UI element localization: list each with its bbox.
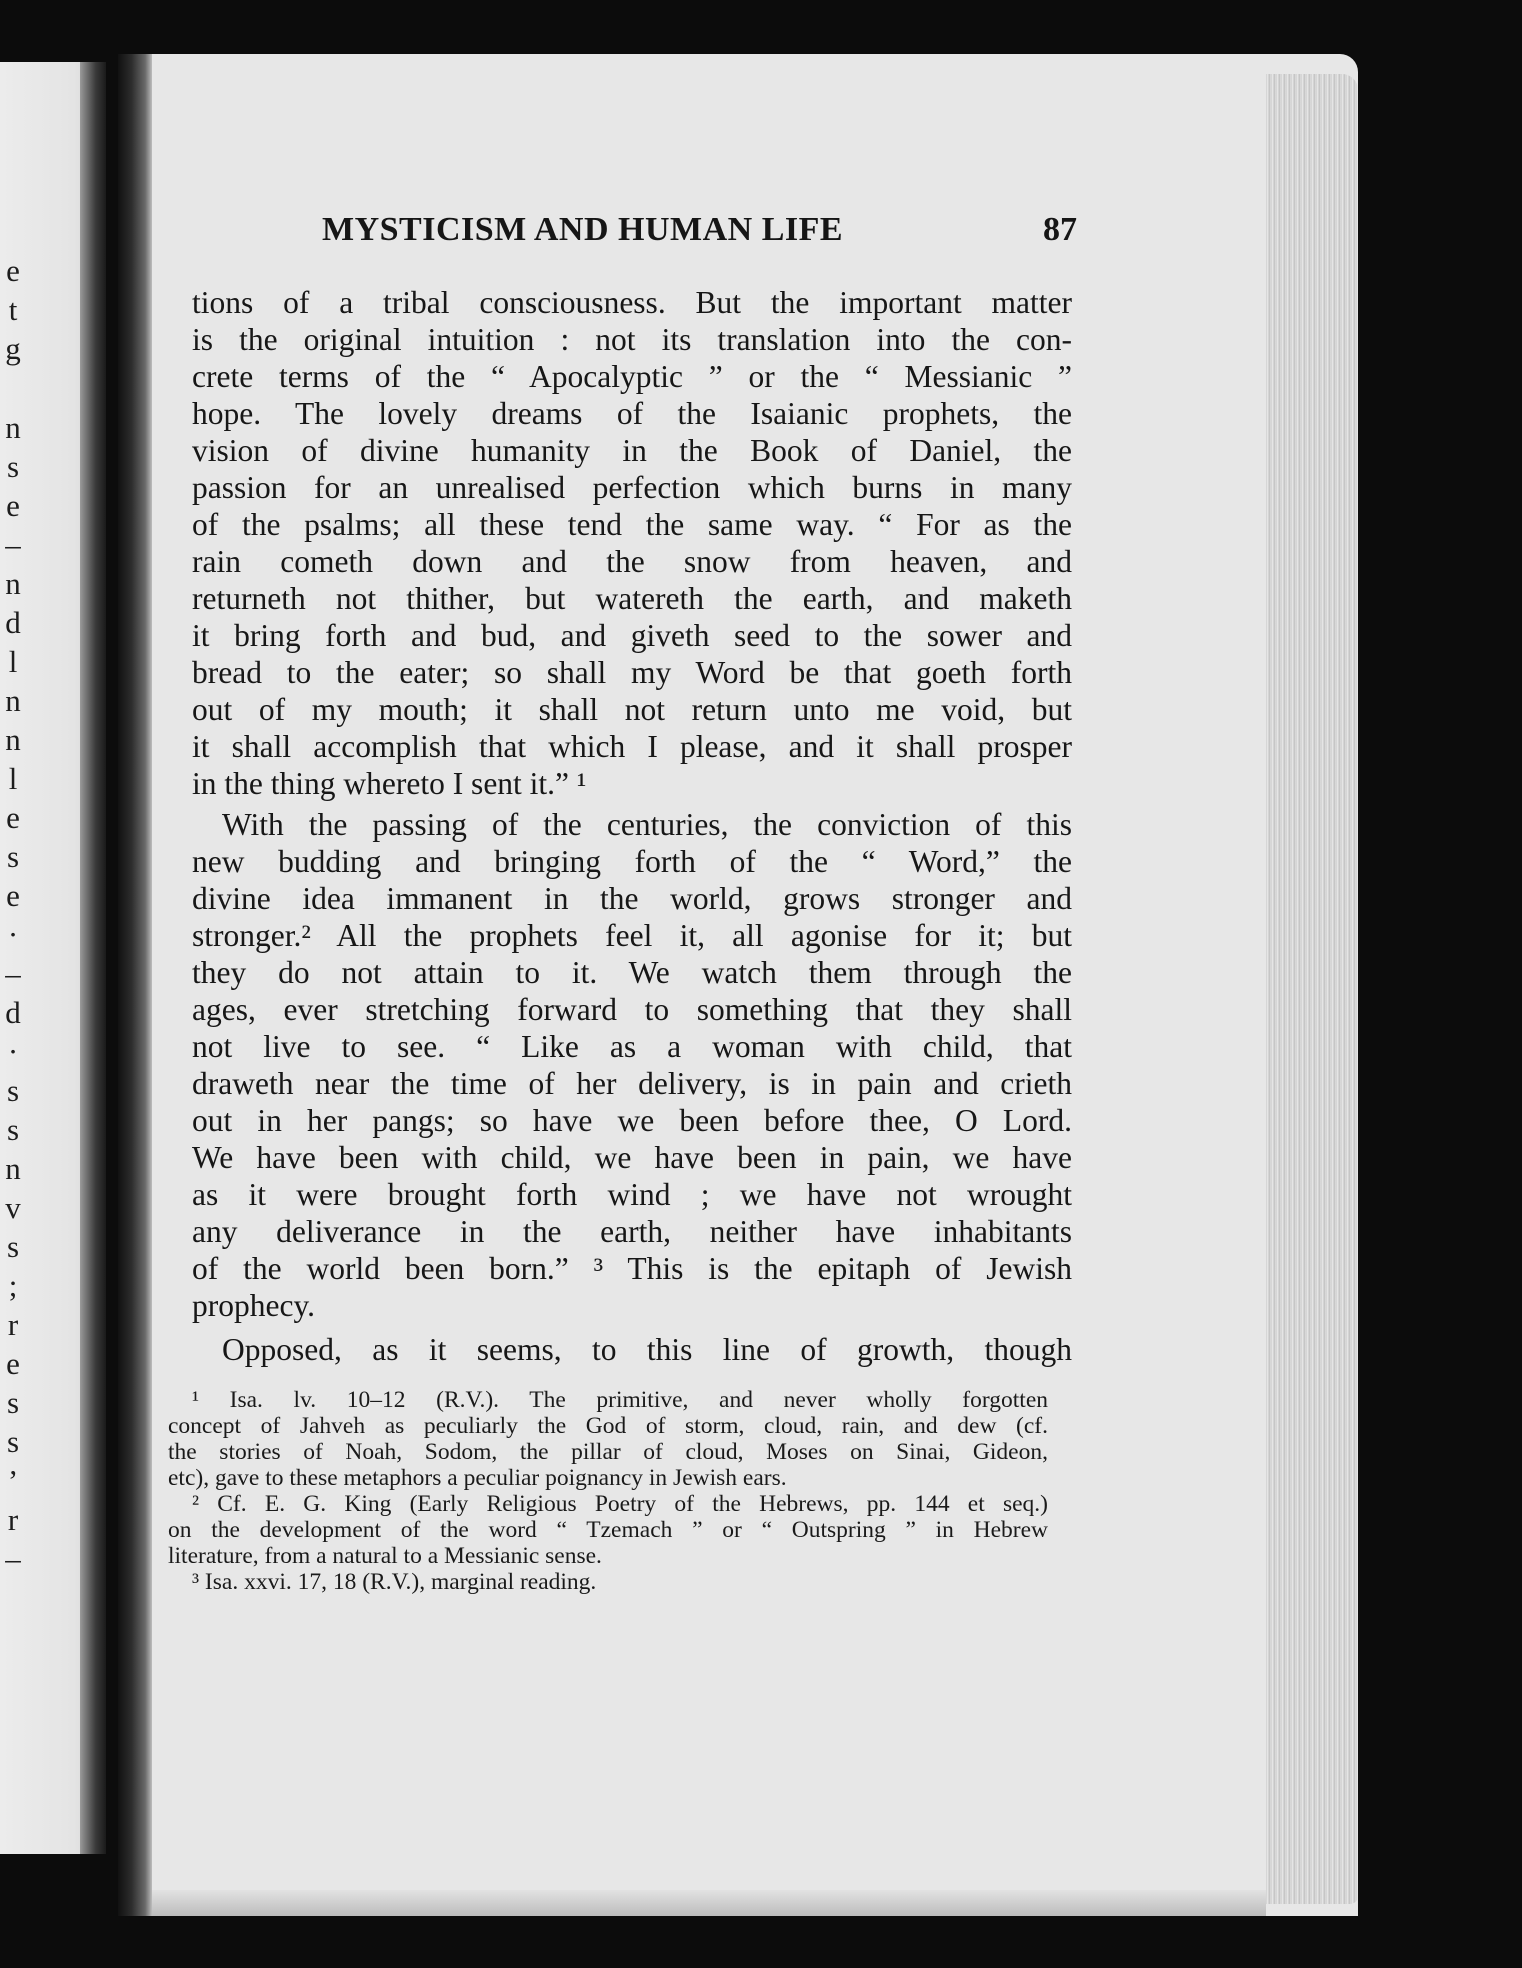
left-page-fragment: s xyxy=(6,1229,20,1264)
left-page-fragment: e xyxy=(6,878,20,913)
left-page-fragment: e xyxy=(6,800,20,835)
body-line: prophecy. xyxy=(192,1288,316,1323)
left-page-fragment: n xyxy=(5,722,21,757)
running-header xyxy=(322,211,1077,251)
left-page-fragment: s xyxy=(6,1112,20,1147)
body-line: We have been with child, we have been in pain, we have xyxy=(192,1140,1072,1175)
body-line: Opposed, as it seems, to this line of growth, though xyxy=(222,1332,1072,1367)
left-page-fragment: e xyxy=(6,1346,20,1381)
left-page-fragment: s xyxy=(6,839,20,874)
left-page-fragment: r xyxy=(7,1502,19,1537)
left-page-fragment: e xyxy=(6,488,20,523)
body-line: stronger.² All the prophets feel it, all agonise for it; but xyxy=(192,918,1072,953)
body-line: ages, ever stretching forward to something that they shall xyxy=(192,992,1072,1027)
footnote-line: literature, from a natural to a Messianic sense. xyxy=(168,1543,602,1569)
body-line: of the psalms; all these tend the same way. “ For as the xyxy=(192,507,1072,542)
left-page-fragment: · xyxy=(7,1034,19,1069)
left-page-fragment: e xyxy=(6,253,20,288)
left-page-fragment: n xyxy=(5,1151,21,1186)
footnote-line: etc), gave to these metaphors a peculiar poignancy in Jewish ears. xyxy=(168,1465,787,1491)
left-page-edge xyxy=(0,62,106,1854)
footnote-line: on the development of the word “ Tzemach ” or “ Outspring ” in Hebrew xyxy=(168,1517,1048,1543)
left-page-fragment: n xyxy=(5,410,21,445)
left-page-fragment: n xyxy=(5,683,21,718)
left-page-fragment: t xyxy=(8,292,18,327)
page-bottom-edge xyxy=(152,1890,1266,1916)
left-page-fragment: g xyxy=(5,331,21,366)
body-line: out in her pangs; so have we been before thee, O Lord. xyxy=(192,1103,1072,1138)
body-line: hope. The lovely dreams of the Isaianic prophets, the xyxy=(192,396,1072,431)
left-page-gutter-shadow xyxy=(80,62,106,1854)
footnote-line: the stories of Noah, Sodom, the pillar of cloud, Moses on Sinai, Gideon, xyxy=(168,1439,1048,1465)
left-page-fragment: – xyxy=(5,527,21,562)
footnote-line: ² Cf. E. G. King (Early Religious Poetry of the Hebrews, pp. 144 et seq.) xyxy=(192,1491,1048,1517)
body-line: new budding and bringing forth of the “ Word,” the xyxy=(192,844,1072,879)
body-line: is the original intuition : not its translation into the con- xyxy=(192,322,1072,357)
footnote-line: ³ Isa. xxvi. 17, 18 (R.V.), marginal reading. xyxy=(192,1569,597,1595)
body-line: draweth near the time of her delivery, is in pain and crieth xyxy=(192,1066,1072,1101)
left-page-fragment: r xyxy=(7,1307,19,1342)
running-title: MYSTICISM AND HUMAN LIFE xyxy=(322,211,844,248)
body-line: in the thing whereto I sent it.” ¹ xyxy=(192,766,587,801)
body-line: divine idea immanent in the world, grows stronger and xyxy=(192,881,1072,916)
footnote-line: concept of Jahveh as peculiarly the God of storm, cloud, rain, and dew (cf. xyxy=(168,1413,1048,1439)
body-line: rain cometh down and the snow from heaven, and xyxy=(192,544,1072,579)
left-page-fragment: l xyxy=(8,761,18,796)
body-line: returneth not thither, but watereth the earth, and maketh xyxy=(192,581,1072,616)
left-page-fragment: l xyxy=(8,644,18,679)
body-line: any deliverance in the earth, neither have inhabitants xyxy=(192,1214,1072,1249)
body-line: as it were brought forth wind ; we have not wrought xyxy=(192,1177,1072,1212)
body-line: not live to see. “ Like as a woman with child, that xyxy=(192,1029,1072,1064)
left-page-fragment: · xyxy=(7,917,19,952)
body-line: passion for an unrealised perfection which burns in many xyxy=(192,470,1072,505)
left-page-fragment: s xyxy=(6,449,20,484)
left-page-fragment: ; xyxy=(8,1268,18,1303)
body-line: it shall accomplish that which I please, and it shall prosper xyxy=(192,729,1072,764)
left-page-fragment: – xyxy=(5,956,21,991)
body-line: vision of divine humanity in the Book of Daniel, the xyxy=(192,433,1072,468)
body-line: of the world been born.” ³ This is the epitaph of Jewish xyxy=(192,1251,1072,1286)
body-line: tions of a tribal consciousness. But the important matter xyxy=(192,285,1072,320)
body-line: out of my mouth; it shall not return unto me void, but xyxy=(192,692,1072,727)
left-page-fragment: v xyxy=(5,1190,21,1225)
page-edges xyxy=(1266,74,1358,1904)
left-page-fragment: n xyxy=(5,566,21,601)
body-line: crete terms of the “ Apocalyptic ” or the “ Messianic ” xyxy=(192,359,1072,394)
body-line: it bring forth and bud, and giveth seed to the sower and xyxy=(192,618,1072,653)
left-page-fragment: s xyxy=(6,1385,20,1420)
left-page-fragment: s xyxy=(6,1073,20,1108)
footnote-line: ¹ Isa. lv. 10–12 (R.V.). The primitive, and never wholly forgotten xyxy=(192,1387,1048,1413)
page-number: 87 xyxy=(1043,211,1077,248)
body-line: bread to the eater; so shall my Word be that goeth forth xyxy=(192,655,1072,690)
left-page-fragment: s xyxy=(6,1424,20,1459)
left-page-fragment: ’ xyxy=(7,1463,19,1498)
left-page-fragment: d xyxy=(5,605,21,640)
left-page-fragment: – xyxy=(5,1541,21,1576)
left-page-fragment: d xyxy=(5,995,21,1030)
body-line: they do not attain to it. We watch them through the xyxy=(192,955,1072,990)
body-line: With the passing of the centuries, the conviction of this xyxy=(222,807,1072,842)
page-gutter-shadow xyxy=(118,54,152,1916)
